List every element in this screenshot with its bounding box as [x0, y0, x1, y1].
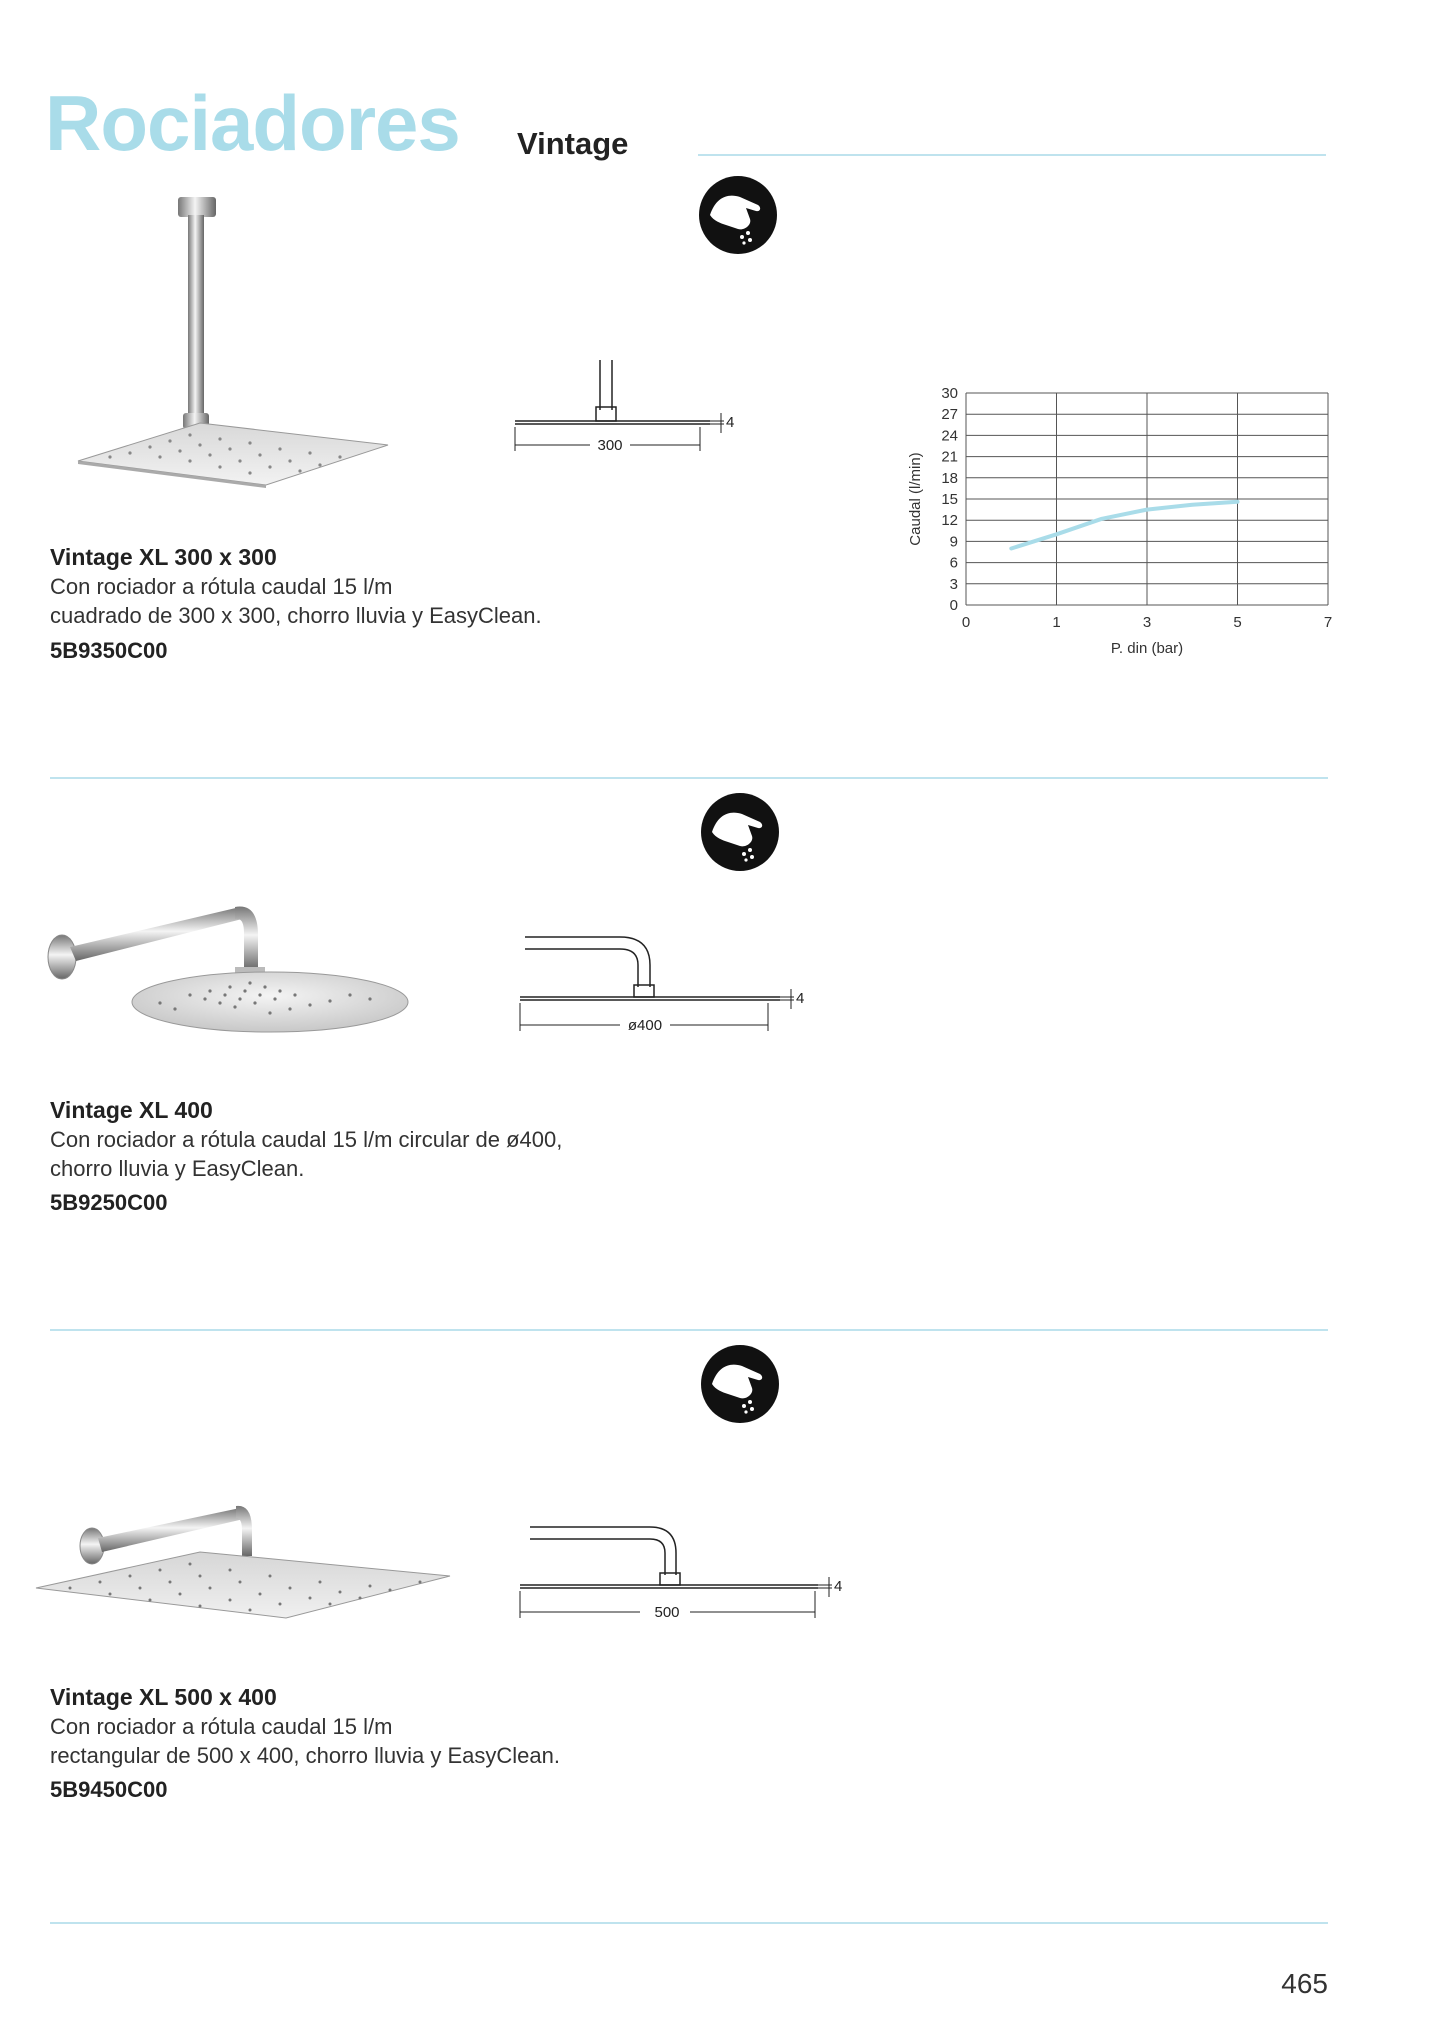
chart-y-tick-label: 3: [949, 575, 958, 593]
chart-y-tick-label: 0: [949, 597, 958, 614]
chart-y-tick-label: 6: [949, 554, 958, 572]
chart-x-axis-label: P. din (bar): [1110, 640, 1184, 657]
page-number: 465: [1281, 1968, 1328, 1999]
technical-drawing: [510, 1515, 870, 1630]
product-code: 5B9250C00: [50, 1190, 168, 1215]
chart-y-tick-label: 18: [941, 469, 958, 487]
header-rule: [698, 154, 1326, 156]
chart-y-axis-label: Caudal (l/min): [907, 452, 924, 546]
product-name: Vintage XL 300 x 300: [50, 544, 277, 570]
product-photo: [30, 895, 410, 1045]
product-description-line-1: Con rociador a rótula caudal 15 l/m: [50, 574, 393, 599]
product-description-line-1: Con rociador a rótula caudal 15 l/m circular de ø400,: [50, 1127, 563, 1152]
section-divider: [50, 777, 1328, 779]
chart-y-tick-label: 30: [941, 385, 958, 402]
chart-y-tick-label: 21: [941, 448, 958, 466]
thickness-label: 4: [726, 414, 735, 431]
series-title: Vintage: [517, 126, 629, 161]
chart-x-tick-label: 5: [1233, 614, 1242, 631]
product-photo: [70, 195, 400, 495]
section-divider: [50, 1922, 1328, 1924]
product-description-line-1: Con rociador a rótula caudal 15 l/m: [50, 1714, 393, 1739]
section-divider: [50, 1329, 1328, 1331]
chart-y-tick-label: 24: [941, 427, 958, 445]
chart-y-tick-label: 12: [941, 512, 958, 530]
chart-y-tick-label: 15: [941, 491, 958, 508]
chart-x-tick-label: 7: [1323, 614, 1333, 631]
product-code: 5B9450C00: [50, 1777, 168, 1802]
technical-drawing: [510, 925, 830, 1045]
chart-x-tick-label: 1: [1052, 614, 1061, 631]
thickness-label: 4: [796, 990, 805, 1007]
product-description-line-2: chorro lluvia y EasyClean.: [50, 1156, 305, 1181]
product-name: Vintage XL 500 x 400: [50, 1684, 277, 1710]
technical-drawing: [510, 355, 750, 465]
product-photo: [30, 1500, 460, 1620]
dimension-label: 500: [654, 1604, 680, 1621]
product-code: 5B9350C00: [50, 638, 168, 663]
easyclean-hand-icon: [698, 175, 778, 255]
flow-chart: [890, 375, 1340, 675]
dimension-label: ø400: [627, 1017, 663, 1034]
chart-y-tick-label: 27: [941, 406, 958, 424]
chart-x-tick-label: 3: [1142, 614, 1152, 631]
easyclean-hand-icon: [700, 792, 780, 872]
thickness-label: 4: [834, 1578, 843, 1595]
product-description-line-2: rectangular de 500 x 400, chorro lluvia y EasyClean.: [50, 1743, 560, 1768]
page-title: Rociadores: [45, 79, 460, 167]
chart-x-tick-label: 0: [961, 614, 971, 631]
easyclean-hand-icon: [700, 1344, 780, 1424]
dimension-label: 300: [597, 437, 623, 454]
product-name: Vintage XL 400: [50, 1097, 213, 1123]
product-description-line-2: cuadrado de 300 x 300, chorro lluvia y EasyClean.: [50, 603, 542, 628]
chart-y-tick-label: 9: [949, 533, 958, 551]
